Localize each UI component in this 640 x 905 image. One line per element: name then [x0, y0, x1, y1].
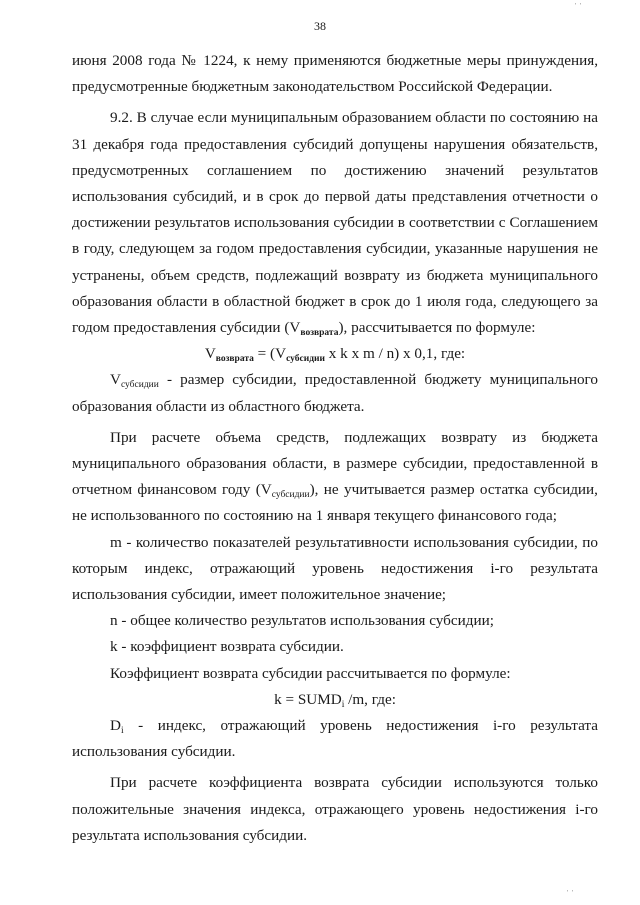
paragraph-positive-values: При расчете коэффициента возврата субсидии используются только положительные значения индекса, отражающего уровень недостижения i-го результата использования субсидии. [72, 774, 598, 844]
formula2-part-b: /m, где: [344, 690, 396, 708]
formula1-sub-subsidii: субсидии [286, 354, 325, 365]
definition-m: m - количество показателей результативности использования субсидии, по которым индекс, отражающий уровень недостижения i-го результата использования субсидии, имеет положительное значение; [72, 533, 598, 604]
definition-v-symbol: V [110, 371, 121, 389]
definition-d-symbol: D [110, 717, 121, 735]
paragraph-calculation-note [72, 425, 598, 530]
definition-n: n - общее количество результатов использования субсидии; [110, 612, 494, 630]
definition-k: k - коэффициент возврата субсидии. [110, 638, 344, 656]
definition-v-text: - размер субсидии, предоставленной бюджету муниципального образования области из областного бюджета. [72, 371, 598, 415]
paragraph-9-2-tail: ), рассчитывается по формуле: [338, 319, 536, 337]
document-body [72, 48, 598, 849]
paragraph-9-2 [72, 105, 598, 341]
paragraph-continuation: июня 2008 года № 1224, к нему применяются бюджетные меры принуждения, предусмотренные бюджетным законодательством Российской Федерации. [72, 52, 598, 96]
definition-d-i [72, 713, 598, 765]
paragraph-k-formula-intro: Коэффициент возврата субсидии рассчитывается по формуле: [110, 664, 511, 682]
formula1-part-a: V [204, 345, 216, 363]
definition-v-subsidii [72, 367, 598, 419]
definition-v-sub: субсидии [120, 380, 159, 391]
scan-mark-top: ' ' [574, 2, 582, 10]
subscript-vozvrata: возврата [300, 328, 339, 339]
definition-d-text: - индекс, отражающий уровень недостижения i-го результата использования субсидии. [72, 717, 598, 761]
formula2-part-a: k = SUMD [274, 690, 342, 708]
calculation-note-text: При расчете объема средств, подлежащих возврату из бюджета муниципального образования области, в размере субсидии, предоставленной в отчетном финансовом году (V [72, 428, 598, 499]
formula-v-vozvrata [72, 341, 598, 367]
calculation-note-sub: субсидии [271, 490, 310, 501]
formula1-part-b: = (V [253, 345, 287, 363]
formula1-part-c: x k x m / n) x 0,1, где: [324, 345, 466, 363]
formula2-sub-i: i [341, 699, 345, 710]
scan-mark-bottom: ' ' [566, 889, 574, 897]
page-number: 38 [314, 19, 326, 33]
definition-d-sub: i [120, 726, 124, 737]
calculation-note-tail: ), не учитывается размер остатка субсидии, не использованного по состоянию на 1 января текущего финансового года; [72, 481, 598, 525]
paragraph-9-2-text: 9.2. В случае если муниципальным образованием области по состоянию на 31 декабря года предоставления субсидий допущены нарушения обязательств, предусмотренных соглашением по достижению значений результатов использования субсидий, и в срок до первой даты представления отчетности о достижении результатов использования субсидии в соответствии с Соглашением в году, следующем за годом предоставления субсидии, указанные нарушения не устранены, объем средств, подлежащий возврату из бюджета муниципального образования области в областной бюджет в срок до 1 июля года, следующего за годом предоставления субсидии (V [72, 109, 598, 337]
formula1-sub-vozvrata: возврата [215, 354, 254, 365]
formula-k [72, 687, 598, 713]
